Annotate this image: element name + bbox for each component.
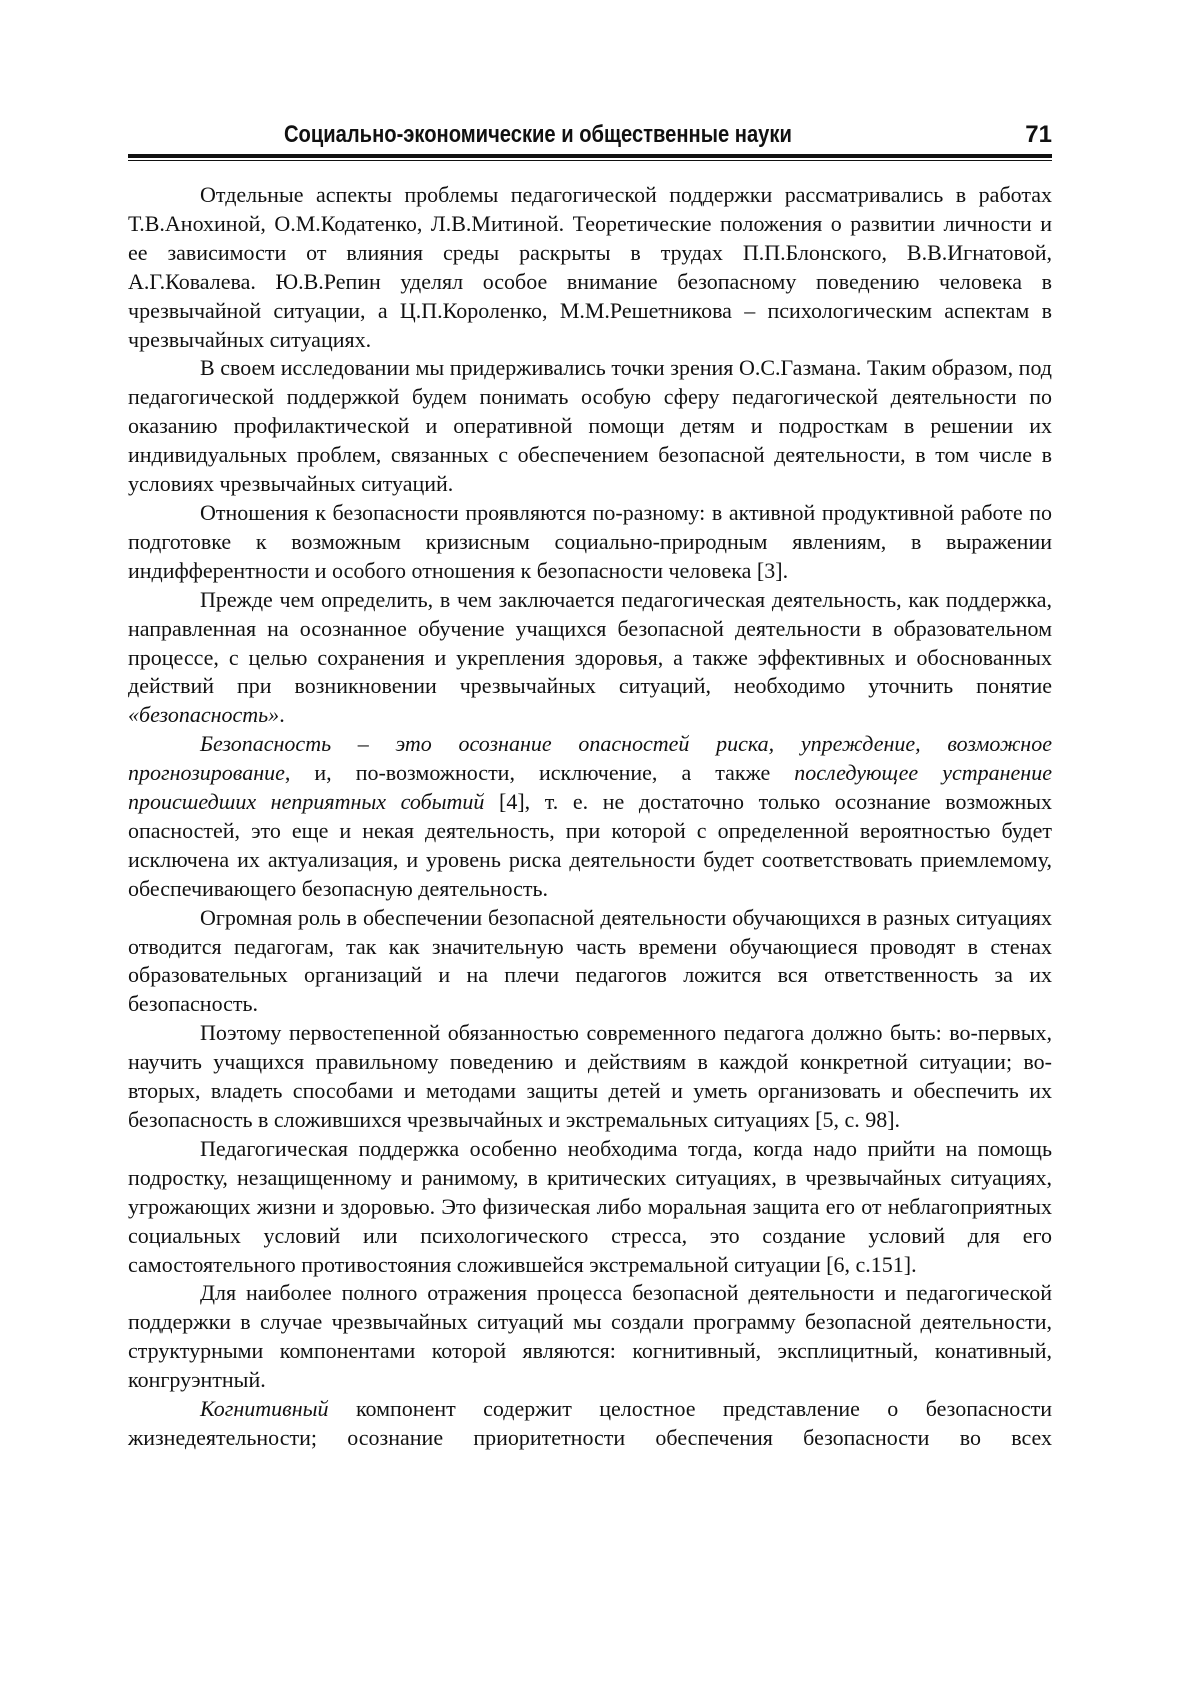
header-rule-thin bbox=[128, 160, 1052, 161]
running-header bbox=[128, 118, 1052, 152]
header-rule-thick bbox=[128, 154, 1052, 158]
text-run: Прежде чем определить, в чем заключается педагогическая деятельность, как поддержка, направленная на осознанное обучение учащихся безопасной деятельности в образовательном процессе, с целью сохранения и укрепления здоровья, а также эффективных и обоснованных действий при возникновении чрезвычайных ситуаций, необходимо уточнить понятие bbox=[128, 586, 1052, 699]
text-run: Педагогическая поддержка особенно необходима тогда, когда надо прийти на помощь подростку, незащищенному и ранимому, в критических ситуациях, в чрезвычайных ситуациях, угрожающих жизни и здоровью. Это физическая либо моральная защита его от неблагоприятных социальных условий или психологического стресса, это создание условий для его самостоятельного противостояния сложившейся экстремальной ситуации [6, с.151]. bbox=[128, 1135, 1052, 1277]
article-body bbox=[128, 181, 1052, 1453]
paragraph bbox=[128, 354, 1052, 499]
italic-run: «безопасность» bbox=[128, 702, 280, 728]
paragraph bbox=[128, 586, 1052, 731]
page bbox=[128, 118, 1052, 1453]
text-run: , и, по-возможности, исключение, а также bbox=[284, 760, 795, 786]
italic-run: Когнитивный bbox=[200, 1396, 329, 1422]
text-run: Поэтому первостепенной обязанностью современного педагога должно быть: во-первых, научить учащихся правильному поведению и действиям в каждой конкретной ситуации; во-вторых, владеть способами и методами защиты детей и уметь организовать и обеспечить их безопасность в сложившихся чрезвычайных и экстремальных ситуациях [5, с. 98]. bbox=[128, 1020, 1052, 1132]
text-run: Отдельные аспекты проблемы педагогической поддержки рассматривались в работах Т.В.Анохиной, О.М.Кодатенко, Л.В.Митиной. Теоретические положения о развитии личности и ее зависимости от влияния среды раскрыты в трудах П.П.Блонского, В.В.Игнатовой, А.Г.Ковалева. Ю.В.Репин уделял особое внимание безопасному поведению человека в чрезвычайной ситуации, а Ц.П.Короленко, М.М.Решетникова – психологическим аспектам в чрезвычайных ситуациях. bbox=[128, 182, 1052, 352]
paragraph bbox=[128, 904, 1052, 1020]
paragraph bbox=[128, 1395, 1052, 1453]
italic-run: последующее устранение происшедших неприятных событий bbox=[128, 760, 1052, 815]
paragraph bbox=[128, 1135, 1052, 1280]
italic-run: Безопасность – это осознание опасностей риска, упреждение, возможное прогнозирование bbox=[128, 731, 1052, 786]
paragraph bbox=[128, 730, 1052, 903]
text-run: [4], т. е. не достаточно только осознание возможных опасностей, это еще и некая деятельность, при которой с определенной вероятностью будет исключена их актуализация, и уровень риска деятельности будет соответствовать приемлемому, обеспечивающего безопасную деятельность. bbox=[128, 789, 1052, 901]
page-number: 71 bbox=[1025, 121, 1052, 148]
text-run: Огромная роль в обеспечении безопасной деятельности обучающихся в разных ситуациях отводится педагогам, так как значительную часть времени обучающиеся проводят в стенах образовательных организаций и на плечи педагогов ложится вся ответственность за их безопасность. bbox=[128, 904, 1052, 1017]
text-run: Отношения к безопасности проявляются по-разному: в активной продуктивной работе по подготовке к возможным кризисным социально-природным явлениям, в выражении индифферентности и особого отношения к безопасности человека [3]. bbox=[128, 499, 1052, 583]
paragraph bbox=[128, 499, 1052, 586]
text-run: . bbox=[279, 702, 285, 728]
text-run: Для наиболее полного отражения процесса безопасной деятельности и педагогической поддержки в случае чрезвычайных ситуаций мы создали программу безопасной деятельности, структурными компонентами которой являются: когнитивный, эксплицитный, конативный, конгруэнтный. bbox=[128, 1280, 1052, 1393]
paragraph bbox=[128, 181, 1052, 354]
paragraph bbox=[128, 1019, 1052, 1135]
text-run: В своем исследовании мы придерживались точки зрения О.С.Газмана. Таким образом, под педагогической поддержкой будем понимать особую сферу педагогической деятельности по оказанию профилактической и оперативной помощи детям и подросткам в решении их индивидуальных проблем, связанных с обеспечением безопасной деятельности, в том числе в условиях чрезвычайных ситуаций. bbox=[128, 355, 1052, 497]
paragraph bbox=[128, 1279, 1052, 1395]
text-run: компонент содержит целостное представление о безопасности жизнедеятельности; осознание приоритетности обеспечения безопасности во всех bbox=[128, 1396, 1052, 1450]
section-title: Социально-экономические и общественные науки bbox=[284, 121, 792, 148]
